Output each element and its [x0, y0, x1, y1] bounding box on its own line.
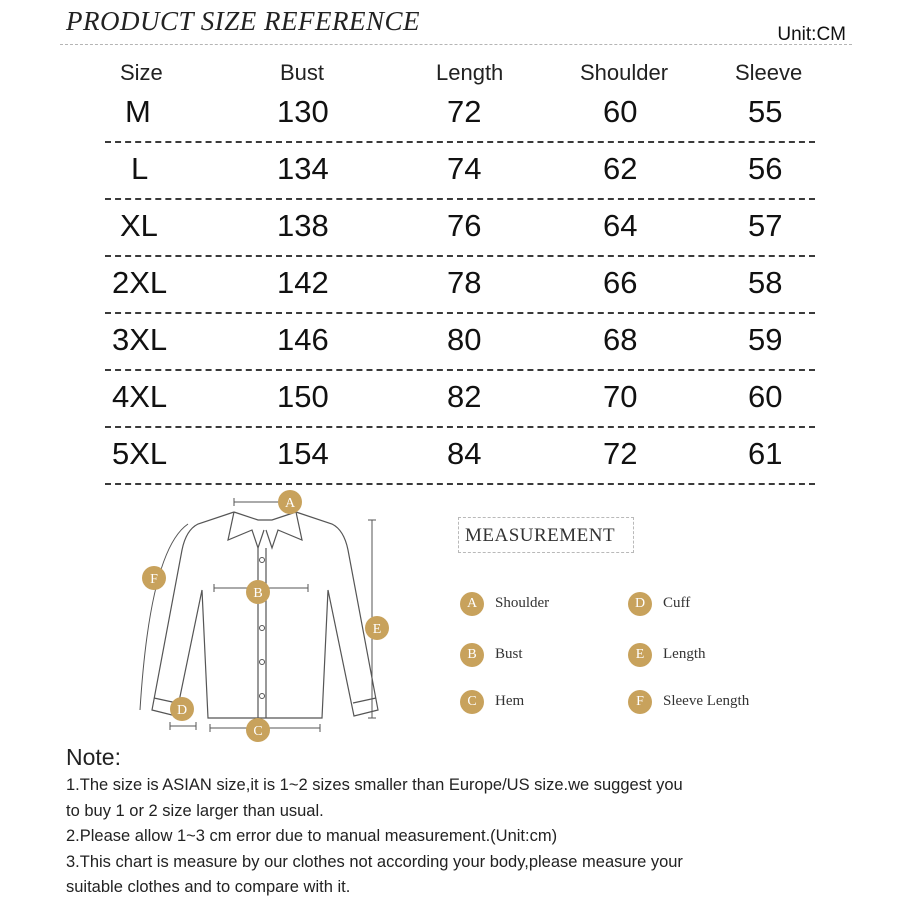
cell-length: 74 [447, 151, 482, 186]
note-line: 2.Please allow 1~3 cm error due to manual measurement.(Unit:cm) [66, 827, 558, 845]
title-divider [60, 44, 852, 45]
cell-sleeve: 58 [748, 265, 783, 300]
legend-label: Shoulder [495, 595, 550, 611]
unit-label: Unit:CM [777, 24, 846, 45]
notes-title: Note: [66, 744, 121, 770]
legend-f-icon: F [628, 690, 652, 714]
size-table [105, 58, 815, 485]
cell-shoulder: 68 [603, 322, 638, 357]
cell-bust: 154 [277, 436, 329, 471]
table-row [105, 314, 815, 371]
cell-sleeve: 56 [748, 151, 783, 186]
cell-size: 5XL [112, 436, 168, 471]
legend-d-icon: D [628, 592, 652, 616]
measurement-title: MEASUREMENT [465, 525, 616, 546]
marker-letter: D [176, 703, 188, 718]
cell-sleeve: 59 [748, 322, 783, 357]
cell-shoulder: 70 [603, 379, 638, 414]
col-length-header: Length [436, 60, 504, 85]
table-row [105, 371, 815, 428]
cell-bust: 138 [277, 208, 329, 243]
shirt-outline [152, 512, 378, 718]
cell-bust: 150 [277, 379, 329, 414]
note-line: to buy 1 or 2 size larger than usual. [66, 801, 324, 820]
table-row [105, 143, 815, 200]
cell-sleeve: 61 [748, 436, 783, 471]
cell-shoulder: 72 [603, 436, 638, 471]
cell-size: 3XL [112, 322, 168, 357]
cell-sleeve: 55 [748, 94, 783, 129]
cell-bust: 142 [277, 265, 329, 300]
cell-size: M [125, 94, 151, 129]
cell-sleeve: 57 [748, 208, 783, 243]
cell-shoulder: 62 [603, 151, 638, 186]
marker-letter: B [253, 586, 263, 601]
legend-e-icon: E [628, 643, 652, 667]
cell-length: 76 [447, 208, 482, 243]
cell-bust: 146 [277, 322, 329, 357]
legend-c-icon: C [460, 690, 484, 714]
table-row [105, 428, 815, 485]
table-row [105, 86, 815, 143]
col-sleeve-header: Sleeve [735, 60, 803, 85]
cell-size: 2XL [112, 265, 168, 300]
marker-letter: A [284, 496, 296, 511]
cell-size: 4XL [112, 379, 168, 414]
col-shoulder-header: Shoulder [580, 60, 669, 85]
col-size-header: Size [120, 60, 163, 85]
notes-section [66, 744, 866, 901]
table-row [105, 257, 815, 314]
cell-length: 72 [447, 94, 482, 129]
legend-a-icon: A [460, 592, 484, 616]
legend-label: Cuff [663, 595, 691, 611]
cell-bust: 130 [277, 94, 329, 129]
table-header [105, 58, 815, 86]
cell-bust: 134 [277, 151, 329, 186]
cell-size: XL [120, 208, 158, 243]
cell-size: L [131, 151, 149, 186]
page-title: PRODUCT SIZE REFERENCE [66, 6, 420, 36]
cell-shoulder: 60 [603, 94, 638, 129]
note-line: 3.This chart is measure by our clothes not according your body,please measure your [66, 852, 683, 871]
legend-b-icon: B [460, 643, 484, 667]
note-line: 1.The size is ASIAN size,it is 1~2 sizes smaller than Europe/US size.we suggest you [66, 776, 683, 794]
note-line: suitable clothes and to compare with it. [66, 878, 351, 896]
legend-label: Hem [495, 693, 525, 709]
legend-label: Length [663, 646, 706, 662]
cell-shoulder: 64 [603, 208, 638, 243]
col-bust-header: Bust [280, 60, 325, 85]
shirt-buttons [260, 558, 265, 699]
cell-sleeve: 60 [748, 379, 783, 414]
cell-length: 80 [447, 322, 482, 357]
cell-shoulder: 66 [603, 265, 638, 300]
legend-label: Sleeve Length [663, 693, 750, 709]
shirt-diagram [130, 490, 400, 750]
table-row [105, 200, 815, 257]
marker-letter: E [372, 622, 382, 637]
cell-length: 82 [447, 379, 482, 414]
legend-label: Bust [495, 646, 523, 662]
cell-length: 78 [447, 265, 482, 300]
cell-length: 84 [447, 436, 482, 471]
marker-letter: C [253, 724, 263, 739]
marker-letter: F [150, 572, 158, 587]
